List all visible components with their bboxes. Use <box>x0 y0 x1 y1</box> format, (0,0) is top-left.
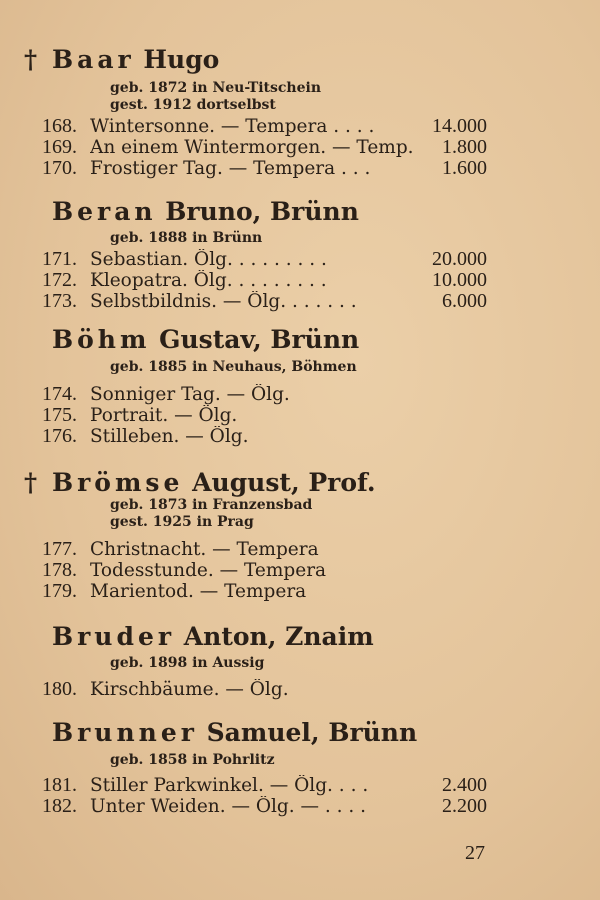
artist-name-rest: Samuel, Brünn <box>197 718 418 747</box>
artist-surname: Beran <box>52 197 157 226</box>
artist-heading <box>24 197 359 227</box>
work-number: 179. <box>42 580 77 602</box>
work-price: 20.000 <box>432 248 487 270</box>
artist-bio-line: geb. 1858 in Pohrlitz <box>110 752 275 768</box>
artist-bio-line: geb. 1888 in Brünn <box>110 230 263 246</box>
work-entry <box>42 539 487 560</box>
work-number: 177. <box>42 538 77 560</box>
artist-bio-line: gest. 1925 in Prag <box>110 514 254 530</box>
work-entry <box>42 405 487 426</box>
work-title: Stilleben. — Ölg. <box>90 426 249 447</box>
work-entry <box>42 581 487 602</box>
artist-surname: Brunner <box>52 718 198 747</box>
artist-name-rest: Anton, Znaim <box>175 622 374 651</box>
work-price: 10.000 <box>432 269 487 291</box>
work-price: 2.400 <box>442 774 487 796</box>
work-title: Sebastian. Ölg. . . . . . . . . <box>90 249 327 270</box>
work-title: Wintersonne. — Tempera . . . . <box>90 116 375 137</box>
work-title: Marientod. — Tempera <box>90 581 307 602</box>
work-entry <box>42 116 487 137</box>
artist-surname: Böhm <box>52 325 151 354</box>
artist-heading <box>24 718 417 748</box>
work-entry <box>42 775 487 796</box>
artist-heading <box>24 468 376 498</box>
artist-heading <box>24 45 219 75</box>
artist-heading <box>24 622 374 652</box>
work-number: 176. <box>42 425 77 447</box>
work-title: Kleopatra. Ölg. . . . . . . . . <box>90 270 327 291</box>
artist-bio-line: gest. 1912 dortselbst <box>110 97 276 113</box>
work-title: Selbstbildnis. — Ölg. . . . . . . <box>90 291 357 312</box>
work-number: 175. <box>42 404 77 426</box>
artist-bio-line: geb. 1885 in Neuhaus, Böhmen <box>110 359 357 375</box>
page-number: 27 <box>465 842 485 864</box>
work-entry <box>42 679 487 700</box>
work-number: 170. <box>42 157 77 179</box>
work-number: 181. <box>42 774 77 796</box>
work-entry <box>42 796 487 817</box>
work-number: 180. <box>42 678 77 700</box>
work-title: Frostiger Tag. — Tempera . . . <box>90 158 371 179</box>
work-title: Portrait. — Ölg. <box>90 405 238 426</box>
work-title: Unter Weiden. — Ölg. — . . . . <box>90 796 367 817</box>
work-price: 1.600 <box>442 157 487 179</box>
work-number: 171. <box>42 248 77 270</box>
work-entry <box>42 137 487 158</box>
work-entry <box>42 384 487 405</box>
artist-bio-line: geb. 1873 in Franzensbad <box>110 497 313 513</box>
artist-surname: Baar <box>52 45 135 74</box>
artist-name-rest: Gustav, Brünn <box>150 325 360 354</box>
work-entry <box>42 158 487 179</box>
artist-heading <box>24 325 359 355</box>
artist-name-rest: Bruno, Brünn <box>156 197 359 226</box>
artist-bio-line: geb. 1872 in Neu-Titschein <box>110 80 322 96</box>
work-price: 14.000 <box>432 115 487 137</box>
work-title: Kirschbäume. — Ölg. <box>90 679 289 700</box>
work-number: 168. <box>42 115 77 137</box>
work-number: 182. <box>42 795 77 817</box>
artist-surname: Bruder <box>52 622 176 651</box>
work-title: Christnacht. — Tempera <box>90 539 319 560</box>
artist-name-rest: August, Prof. <box>183 468 376 497</box>
work-entry <box>42 426 487 447</box>
work-price: 6.000 <box>442 290 487 312</box>
work-entry <box>42 291 487 312</box>
work-price: 1.800 <box>442 136 487 158</box>
deceased-dagger: † <box>24 45 38 74</box>
artist-bio-line: geb. 1898 in Aussig <box>110 655 265 671</box>
work-title: An einem Wintermorgen. — Temp. <box>90 137 414 158</box>
work-entry <box>42 270 487 291</box>
work-price: 2.200 <box>442 795 487 817</box>
work-entry <box>42 249 487 270</box>
deceased-dagger: † <box>24 468 38 497</box>
work-title: Todesstunde. — Tempera <box>90 560 327 581</box>
work-number: 174. <box>42 383 77 405</box>
artist-name-rest: Hugo <box>134 45 220 74</box>
work-number: 172. <box>42 269 77 291</box>
work-entry <box>42 560 487 581</box>
work-number: 169. <box>42 136 77 158</box>
work-number: 178. <box>42 559 77 581</box>
work-title: Sonniger Tag. — Ölg. <box>90 384 290 405</box>
artist-surname: Brömse <box>52 468 184 497</box>
work-title: Stiller Parkwinkel. — Ölg. . . . <box>90 775 369 796</box>
work-number: 173. <box>42 290 77 312</box>
